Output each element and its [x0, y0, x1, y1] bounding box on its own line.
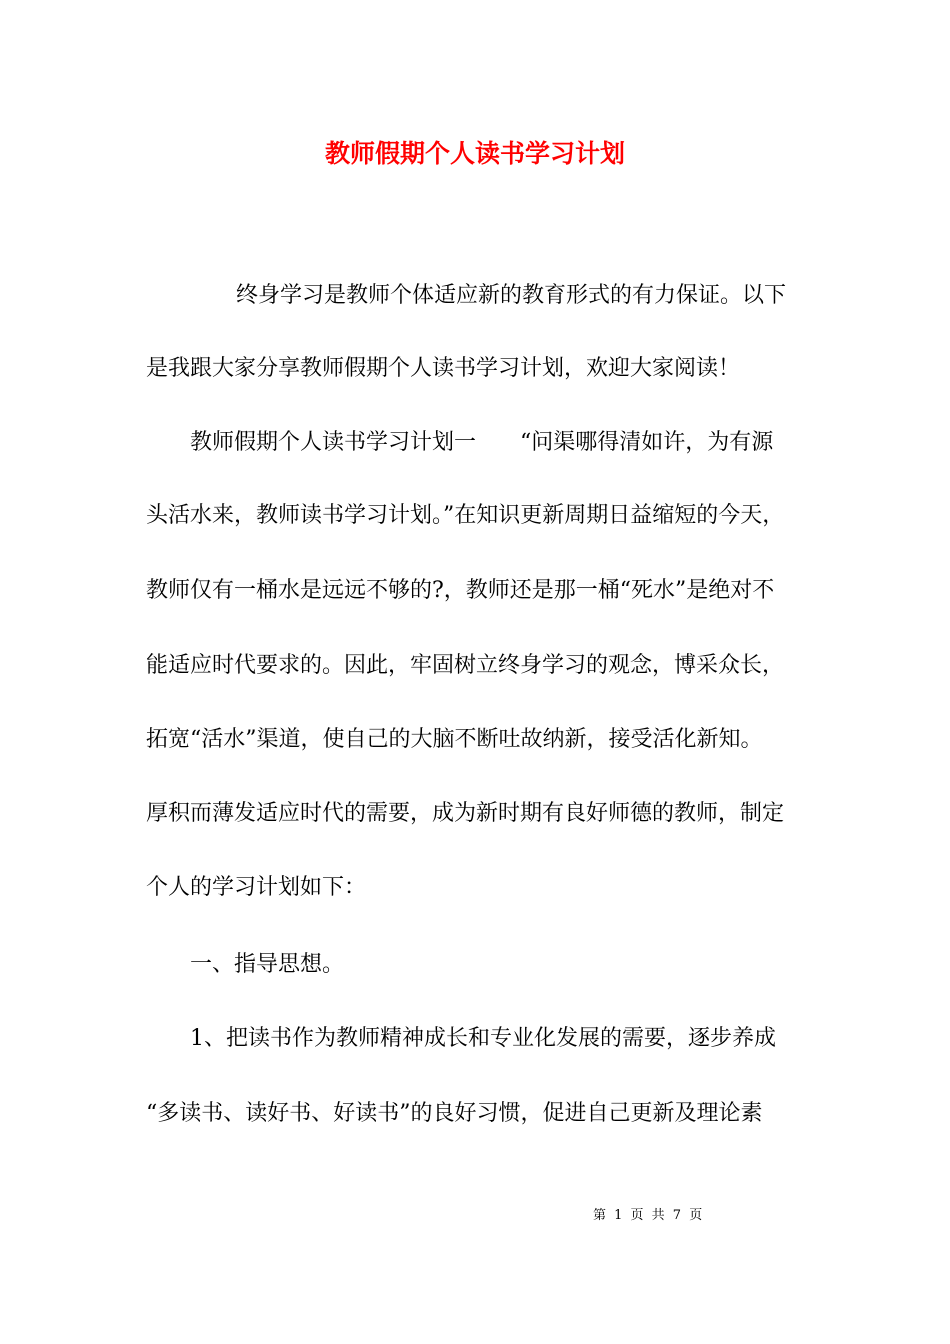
paragraph-line: 拓宽“活水”渠道，使自己的大脑不断吐故纳新，接受活化新知。 — [146, 727, 763, 752]
paragraph-line: 教师假期个人读书学习计划一 “问渠哪得清如许，为有源 — [190, 430, 774, 455]
paragraph-line: 终身学习是教师个体适应新的教育形式的有力保证。以下 — [236, 283, 787, 308]
paragraph-line: 1、把读书作为教师精神成长和专业化发展的需要，逐步养成 — [190, 1026, 776, 1051]
paragraph-line: 教师仅有一桶水是远远不够的?，教师还是那一桶“死水”是绝对不 — [146, 578, 775, 603]
paragraph-line: 头活水来，教师读书学习计划。”在知识更新周期日益缩短的今天， — [146, 503, 785, 528]
page-number-footer: 第 1 页 共 7 页 — [593, 1208, 705, 1223]
paragraph-line: 厚积而薄发适应时代的需要，成为新时期有良好师德的教师，制定 — [146, 801, 785, 826]
document-title: 教师假期个人读书学习计划 — [324, 139, 625, 168]
section-heading: 一、指导思想。 — [190, 952, 345, 977]
paragraph-line: “多读书、读好书、好读书”的良好习惯，促进自己更新及理论素 — [146, 1101, 763, 1126]
paragraph-line: 个人的学习计划如下： — [146, 875, 367, 900]
paragraph-line: 能适应时代要求的。因此，牢固树立终身学习的观念，博采众长， — [146, 653, 785, 678]
paragraph-line: 是我跟大家分享教师假期个人读书学习计划，欢迎大家阅读！ — [146, 356, 741, 381]
